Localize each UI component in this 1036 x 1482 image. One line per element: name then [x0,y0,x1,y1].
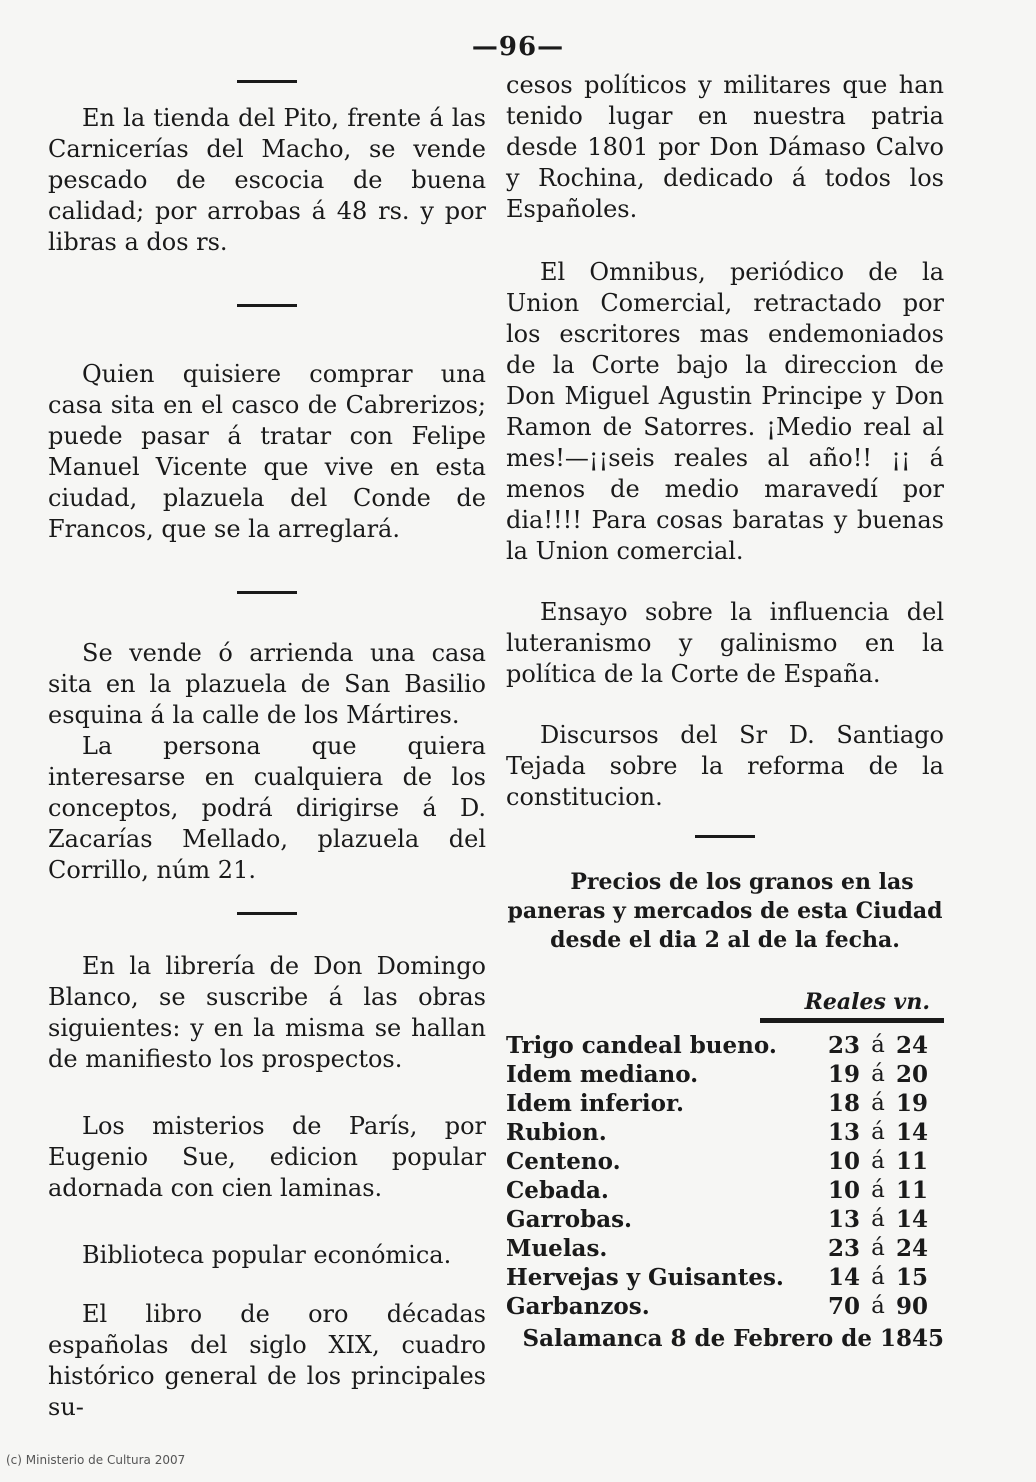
price-high: 90 [896,1293,929,1320]
table-row [506,1031,944,1060]
grain-name: Garrobas. [506,1206,633,1233]
price-connector: á [871,1032,885,1058]
book-ensayo: Ensayo sobre la influencia del luteranismo y galinismo en la política de la Corte de España. [506,598,944,688]
price-connector: á [871,1061,885,1087]
grain-name: Muelas. [506,1235,608,1262]
ad-contact-mellado: La persona que quiera interesarse en cualquiera de los conceptos, podrá dirigirse á D. Zacarías Mellado, plazuela del Corrillo, núm 21. [48,732,486,884]
grain-name: Trigo candeal bueno. [506,1032,777,1059]
ad-house-san-basilio: Se vende ó arrienda una casa sita en la plazuela de San Basilio esquina á la calle de los Mártires. [48,639,486,729]
table-row [506,1089,944,1118]
book-discursos-tejada: Discursos del Sr D. Santiago Tejada sobre la reforma de la constitucion. [506,721,944,811]
table-row [506,1234,944,1263]
grain-name: Hervejas y Guisantes. [506,1264,784,1291]
right-column [506,70,944,1354]
book-biblioteca-popular: Biblioteca popular económica. [82,1241,452,1269]
price-low: 23 [827,1032,860,1059]
price-high: 11 [896,1148,929,1175]
price-connector: á [871,1206,885,1232]
ad-house-cabrerizos: Quien quisiere comprar una casa sita en el casco de Cabrerizos; puede pasar á tratar con Felipe Manuel Vicente que vive en esta ciudad, plazuela del Conde de Francos, que se la arreglará. [48,360,486,543]
price-low: 13 [827,1119,860,1146]
price-low: 70 [827,1293,860,1320]
grain-name: Idem mediano. [506,1061,699,1088]
date-line: Salamanca 8 de Febrero de 1845 [522,1325,944,1352]
book-libro-de-oro: El libro de oro décadas españolas del siglo XIX, cuadro histórico general de los principales su- [48,1300,486,1421]
unit-header: Reales vn. [760,987,944,1023]
price-high: 15 [896,1264,929,1291]
table-row [506,1118,944,1147]
ad-bookshop-blanco: En la librería de Don Domingo Blanco, se suscribe á las obras siguientes: y en la misma se hallan de manifiesto los prospectos. [48,952,486,1073]
table-row [506,1176,944,1205]
price-low: 10 [827,1148,860,1175]
price-connector: á [871,1119,885,1145]
table-row [506,1292,944,1321]
grain-prices-title: Precios de los granos en las paneras y mercados de esta Ciudad desde el dia 2 al de la fecha. [507,869,943,953]
book-misterios-paris: Los misterios de París, por Eugenio Sue, edicion popular adornada con cien laminas. [48,1112,486,1202]
price-low: 23 [827,1235,860,1262]
price-connector: á [871,1264,885,1290]
price-low: 14 [827,1264,860,1291]
grain-name: Centeno. [506,1148,621,1175]
price-high: 14 [896,1119,929,1146]
table-row [506,1263,944,1292]
price-connector: á [871,1235,885,1261]
left-column [48,70,486,1423]
table-row [506,1205,944,1234]
price-connector: á [871,1293,885,1319]
price-high: 11 [896,1177,929,1204]
table-row [506,1060,944,1089]
book-el-omnibus: El Omnibus, periódico de la Union Comercial, retractado por los escritores mas endemoniados de la Corte bajo la direccion de Don Miguel Agustin Principe y Don Ramon de Satorres. ¡Medio real al mes!—¡¡seis reales al año!! ¡¡ á menos de medio maravedí por dia!!!! Para cosas baratas y buenas la Union comercial. [506,258,944,565]
price-high: 14 [896,1206,929,1233]
book-libro-de-oro-continued: cesos políticos y militares que han tenido lugar en nuestra patria desde 1801 por Don Dámaso Calvo y Rochina, dedicado á todos los Españoles. [506,71,944,223]
grain-name: Cebada. [506,1177,609,1204]
table-row [506,1147,944,1176]
grain-name: Garbanzos. [506,1293,650,1320]
price-connector: á [871,1177,885,1203]
price-connector: á [871,1090,885,1116]
grain-prices-table [506,1031,944,1321]
page-number: —96— [471,32,565,62]
price-low: 13 [827,1206,860,1233]
grain-name: Idem inferior. [506,1090,685,1117]
price-low: 10 [827,1177,860,1204]
grain-name: Rubion. [506,1119,607,1146]
price-low: 19 [827,1061,860,1088]
price-low: 18 [827,1090,860,1117]
ad-fish-shop: En la tienda del Pito, frente á las Carnicerías del Macho, se vende pescado de escocia de buena calidad; por arrobas á 48 rs. y por libras a dos rs. [48,104,486,256]
grain-prices-section [506,868,944,1354]
price-high: 20 [896,1061,929,1088]
price-high: 24 [896,1235,929,1262]
price-connector: á [871,1148,885,1174]
price-high: 19 [896,1090,929,1117]
price-high: 24 [896,1032,929,1059]
copyright-notice: (c) Ministerio de Cultura 2007 [6,1453,186,1467]
